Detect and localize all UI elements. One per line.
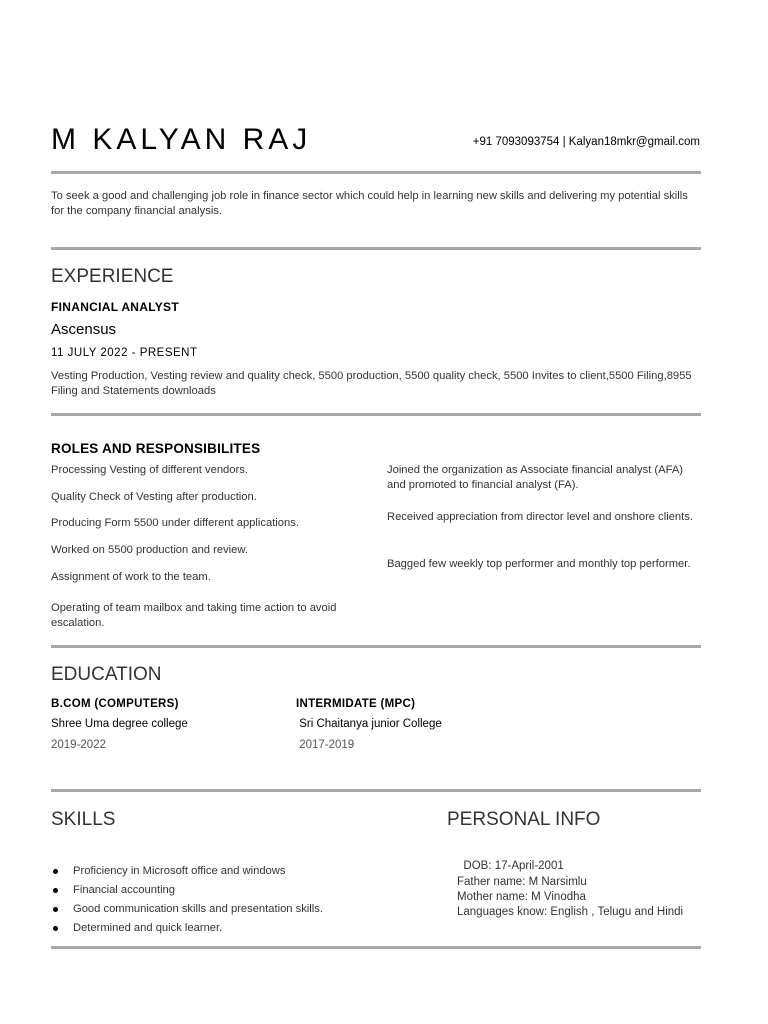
- school-name: Sri Chaitanya junior College: [296, 718, 442, 730]
- candidate-name: M KALYAN RAJ: [51, 123, 312, 156]
- bullet-icon: [53, 869, 58, 874]
- skills-list: [51, 862, 323, 938]
- skills-heading: SKILLS: [51, 809, 116, 830]
- skill-item: [51, 881, 323, 900]
- education-years: 2019-2022: [51, 739, 106, 751]
- skill-text: Financial accounting: [73, 884, 175, 896]
- employment-dates: 11 JULY 2022 - PRESENT: [51, 347, 198, 359]
- career-objective: To seek a good and challenging job role in finance sector which could help in learning new skills and delivering my potential skills for the company financial analysis.: [51, 190, 688, 217]
- role-item: Processing Vesting of different vendors.: [51, 464, 248, 476]
- skill-text: Determined and quick learner.: [73, 922, 223, 934]
- role-item: Bagged few weekly top performer and monthly top performer.: [387, 558, 691, 570]
- degree-name: INTERMIDATE (MPC): [296, 698, 416, 710]
- roles-heading: ROLES AND RESPONSIBILITES: [51, 441, 261, 456]
- skill-text: Good communication skills and presentation skills.: [73, 903, 323, 915]
- divider: [51, 946, 701, 949]
- personal-info-line: Mother name: M Vinodha: [457, 891, 586, 903]
- bullet-icon: [53, 926, 58, 931]
- job-description: Vesting Production, Vesting review and quality check, 5500 production, 5500 quality check, 5500 Invites to client,5500 Filing,8955 Filing and Statements downloads: [51, 370, 692, 397]
- company-name: Ascensus: [51, 321, 117, 338]
- skill-text: Proficiency in Microsoft office and windows: [73, 865, 286, 877]
- skill-item: [51, 862, 323, 881]
- role-item: Worked on 5500 production and review.: [51, 544, 248, 556]
- divider: [51, 247, 701, 250]
- bullet-icon: [53, 888, 58, 893]
- school-name: Shree Uma degree college: [51, 718, 188, 730]
- role-item: Producing Form 5500 under different applications.: [51, 517, 299, 529]
- skill-item: [51, 919, 323, 938]
- role-item: Operating of team mailbox and taking time action to avoid escalation.: [51, 602, 337, 629]
- contact-info: +91 7093093754 | Kalyan18mkr@gmail.com: [472, 136, 700, 148]
- personal-info-heading: PERSONAL INFO: [447, 809, 601, 830]
- degree-name: B.COM (COMPUTERS): [51, 698, 179, 710]
- experience-heading: EXPERIENCE: [51, 266, 174, 287]
- personal-info-line: Father name: M Narsimlu: [457, 876, 587, 888]
- divider: [51, 413, 701, 416]
- role-item: Joined the organization as Associate financial analyst (AFA) and promoted to financial analyst (FA).: [387, 464, 684, 491]
- role-item: Quality Check of Vesting after production.: [51, 491, 257, 503]
- bullet-icon: [53, 907, 58, 912]
- role-item: Assignment of work to the team.: [51, 571, 211, 583]
- divider: [51, 645, 701, 648]
- education-heading: EDUCATION: [51, 664, 162, 685]
- personal-info-line: DOB: 17-April-2001: [457, 860, 564, 872]
- job-title: FINANCIAL ANALYST: [51, 300, 179, 314]
- personal-info-line: Languages know: English , Telugu and Hindi: [457, 906, 684, 918]
- role-item: Received appreciation from director level and onshore clients.: [387, 511, 693, 523]
- skill-item: [51, 900, 323, 919]
- divider: [51, 789, 701, 792]
- divider: [51, 171, 701, 174]
- education-years: 2017-2019: [296, 739, 355, 751]
